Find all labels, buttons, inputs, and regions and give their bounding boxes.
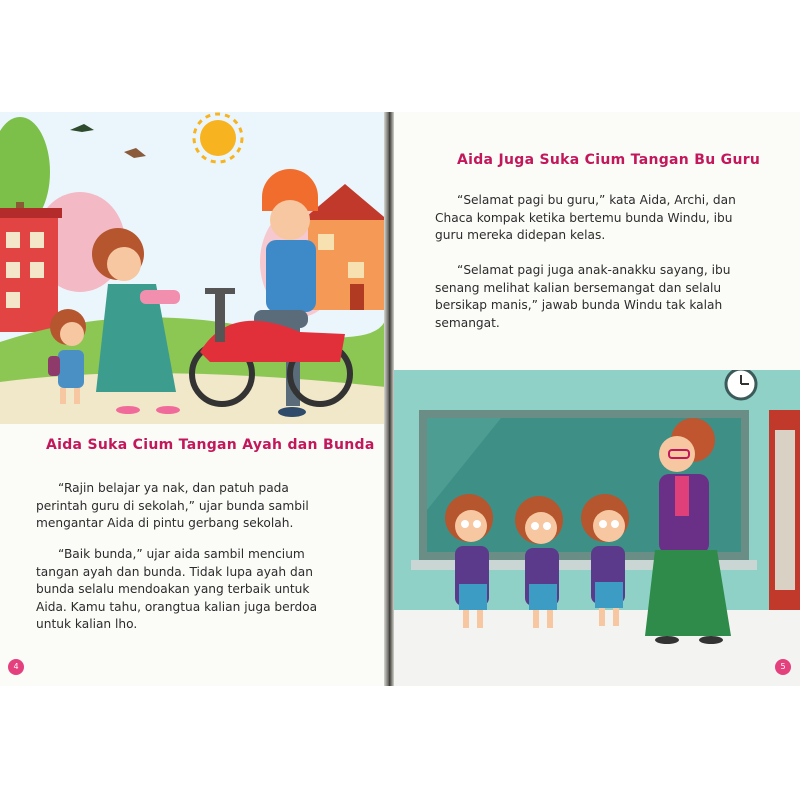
- street-scene-illustration: [0, 112, 386, 424]
- left-page: [0, 112, 386, 686]
- classroom-illustration: [391, 370, 800, 686]
- right-page-title: Aida Juga Suka Cium Tangan Bu Guru: [457, 152, 761, 168]
- left-paragraph-1: “Rajin belajar ya nak, dan patuh pada perintah guru di sekolah,” ujar bunda sambil mengantar Aida di pintu gerbang sekolah.: [36, 481, 309, 530]
- book-gutter: [384, 112, 394, 686]
- right-page: [391, 112, 800, 686]
- left-paragraph-2: “Baik bunda,” ujar aida sambil mencium tangan ayah dan bunda. Tidak lupa ayah dan bunda selalu mendoakan yang terbaik untuk Aida. Kamu tahu, orangtua kalian juga berdoa untuk kalian lho.: [36, 547, 318, 631]
- open-book: [0, 112, 800, 686]
- right-page-number: 5: [775, 659, 791, 675]
- right-paragraph-1: “Selamat pagi bu guru,” kata Aida, Archi, dan Chaca kompak ketika bertemu bunda Windu, ibu guru mereka didepan kelas.: [435, 193, 736, 242]
- left-page-number: 4: [8, 659, 24, 675]
- left-page-title: Aida Suka Cium Tangan Ayah dan Bunda: [46, 437, 375, 453]
- right-paragraph-2: “Selamat pagi juga anak-anakku sayang, ibu senang melihat kalian bersemangat dan selalu bersikap manis,” jawab bunda Windu tak kalah semangat.: [435, 263, 731, 330]
